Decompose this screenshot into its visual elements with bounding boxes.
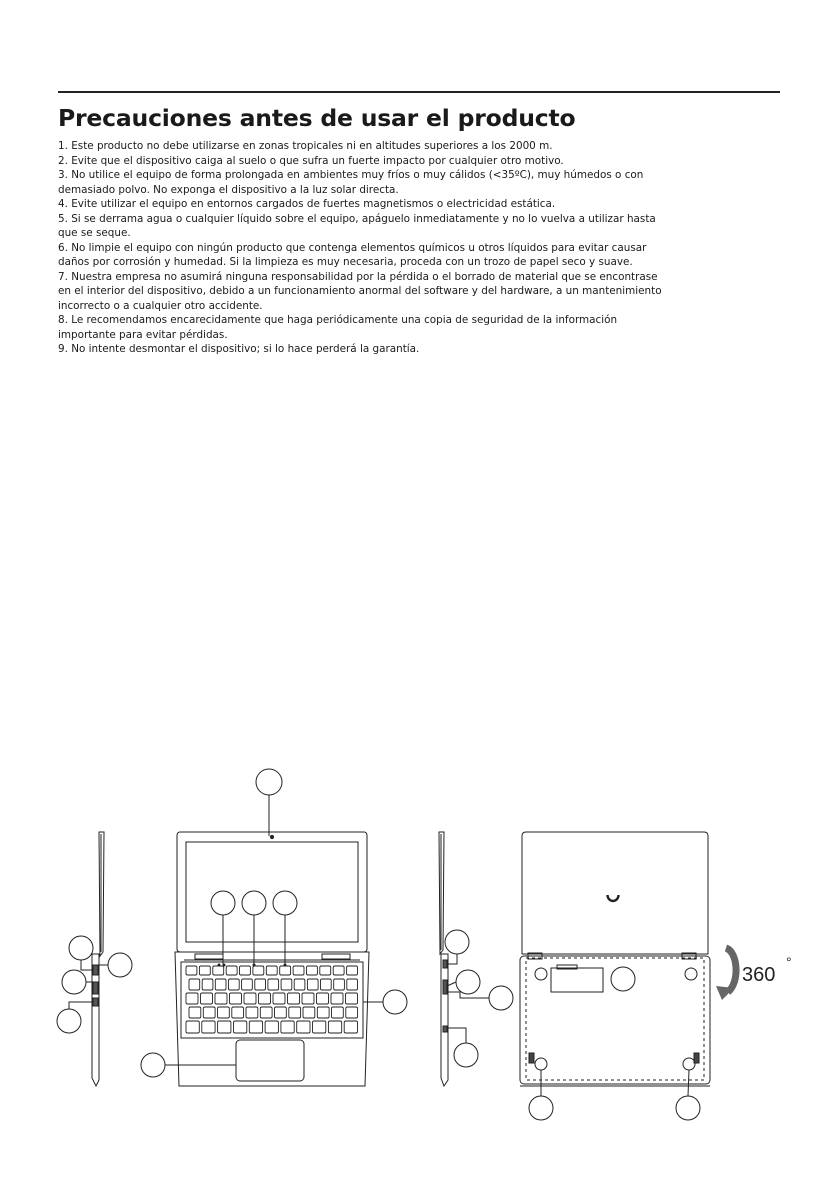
callout-circle [454, 1043, 478, 1067]
callout-circle [141, 1053, 165, 1077]
precaution-item: 9. No intente desmontar el dispositivo; si lo hace perderá la garantía. [58, 343, 420, 355]
precaution-item: 4. Evite utilizar el equipo en entornos cargados de fuertes magnetismos o electricidad estática. [58, 198, 556, 210]
rotation-label: 360 [742, 964, 776, 986]
callout-circle [108, 953, 132, 977]
callout-circle [57, 1009, 81, 1033]
callout-circle [456, 970, 480, 994]
callout-circle [383, 990, 407, 1014]
precaution-item: 5. Si se derrama agua o cualquier líquido sobre el equipo, apáguelo inmediatamente y no lo vuelva a utilizar hasta que se seque. [58, 212, 656, 239]
speaker-grille-icon [529, 1053, 534, 1063]
callout-circle [69, 936, 93, 960]
precaution-item: 7. Nuestra empresa no asumirá ninguna responsabilidad por la pérdida o el borrado de material que se encontrase en el interior del dispositivo, debido a un funcionamiento anormal del software y del hardware, a un mantenimiento incorrecto o a cualquier otro accidente. [58, 270, 662, 312]
precaution-item: 6. No limpie el equipo con ningún producto que contenga elementos químicos u otros líquidos para evitar causar daños por corrosión y humedad. Si la limpieza es muy necesaria, proceda con un trozo de papel seco y suave. [58, 241, 647, 268]
callout-circle [529, 1096, 553, 1120]
callout-circle [676, 1096, 700, 1120]
precaution-item: 2. Evite que el dispositivo caiga al suelo o que sufra un fuerte impacto por cualquier otro motivo. [58, 154, 564, 167]
rotation-arrow-icon [716, 948, 736, 1000]
leader-line [81, 960, 93, 970]
callout-circle [62, 970, 86, 994]
page-title: Precauciones antes de usar el producto [58, 104, 576, 132]
degree-symbol: ° [786, 954, 792, 970]
laptop-left-side-view [92, 832, 104, 1086]
precaution-item: 8. Le recomendamos encarecidamente que haga periódicamente una copia de seguridad de la información importante para evitar pérdidas. [58, 314, 618, 341]
leader-line [447, 1028, 466, 1043]
speaker-grille-icon [694, 1053, 699, 1063]
leader-line [69, 1002, 93, 1009]
precaution-item: 3. No utilice el equipo de forma prolongada en ambientes muy fríos o muy cálidos (<35ºC), muy húmedos o con demasiado polvo. No exponga el dispositivo a la luz solar directa. [58, 169, 644, 196]
laptop-bottom-view [520, 832, 710, 1086]
laptop-front-view [175, 832, 369, 1086]
webcam-icon [270, 835, 273, 838]
precautions-list [58, 139, 668, 357]
callout-circle [256, 769, 282, 795]
callout-circle [489, 986, 513, 1010]
precaution-item: 1. Este producto no debe utilizarse en zonas tropicales ni en altitudes superiores a los 2000 m. [58, 140, 553, 152]
callout-circle [445, 930, 469, 954]
laptop-right-side-view [439, 832, 448, 1086]
laptop-diagram [0, 760, 839, 1140]
leader-line [447, 992, 489, 998]
header-rule [58, 91, 780, 93]
